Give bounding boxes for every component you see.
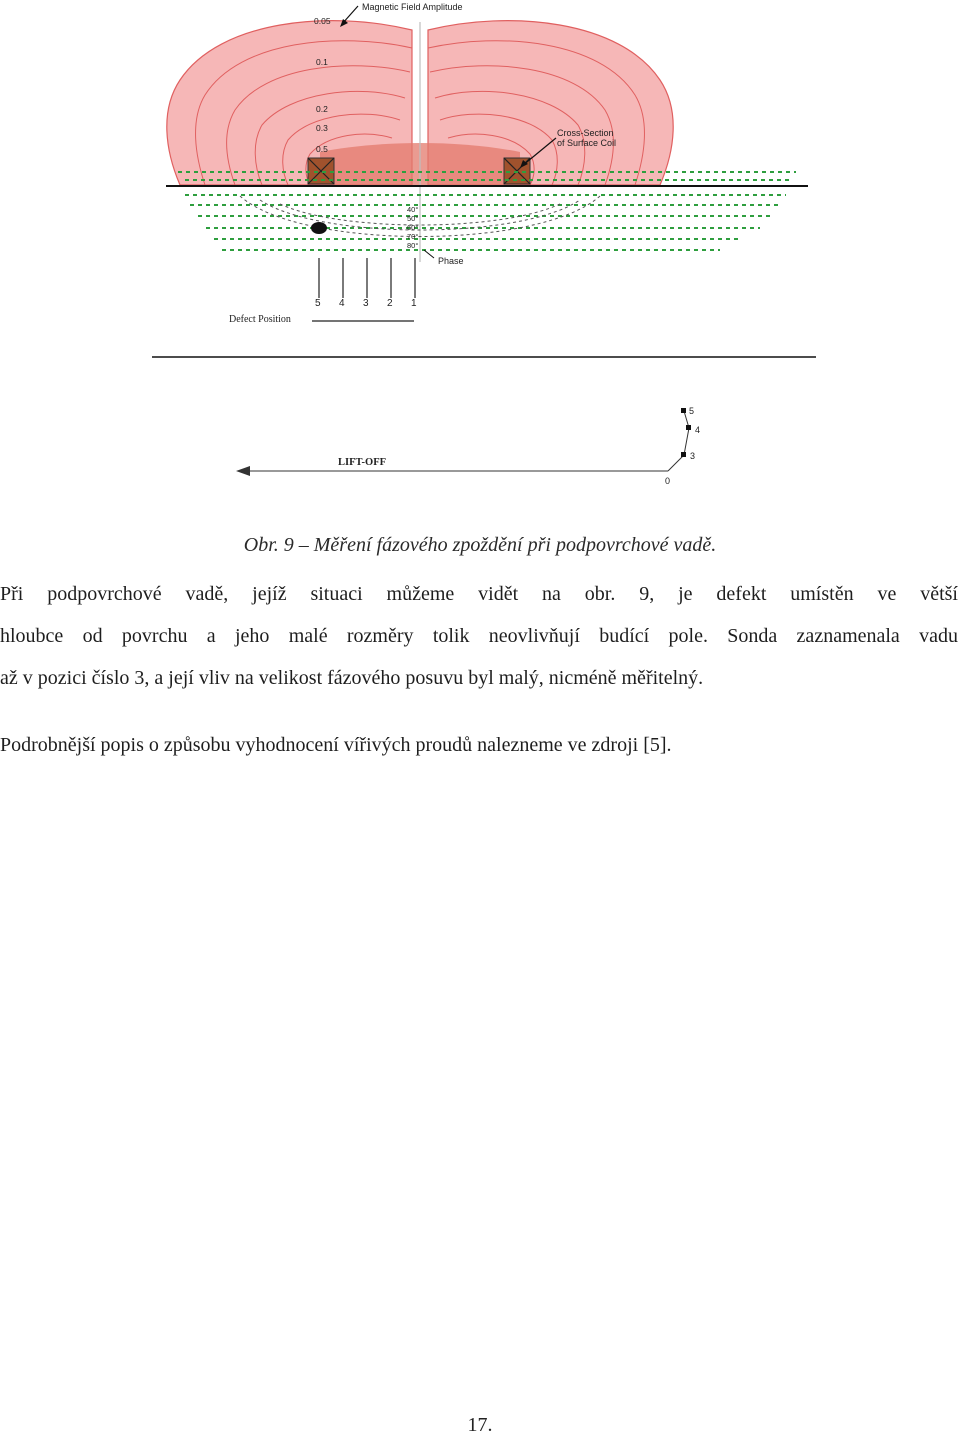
trace-label-3: 3 [690,451,696,461]
phase-value-40: 40° [407,205,419,214]
defect-position-2: 2 [387,298,393,309]
contour-value-02: 0.2 [316,104,328,114]
contour-value-05: 0.5 [316,144,328,154]
defect-position-1: 1 [411,298,417,309]
paragraph-line: Podrobnější popis o způsobu vyhodnocení vířivých proudů nalezneme ve zdroji [5]. [0,734,672,756]
phase-value-80: 80° [407,241,419,250]
cross-section-label-line1: Cross-Section [557,128,614,138]
contour-value-03: 0.3 [316,123,328,133]
defect-position-lines [312,258,415,321]
defect-position-5: 5 [315,298,321,309]
liftoff-plot [236,406,700,486]
defect-position-4: 4 [339,298,345,309]
defect-trace [668,411,689,471]
eddy-current-figure [0,0,960,500]
amplitude-label: Magnetic Field Amplitude [362,2,463,12]
trace-origin-label: 0 [665,476,671,486]
contour-value-01: 0.1 [316,57,328,67]
phase-arrow [424,250,434,258]
defect-position-label: Defect Position [229,314,291,325]
phase-label: Phase [438,256,464,266]
defect-marker [311,222,327,234]
paragraph-defect-description [0,573,958,699]
paragraph-reference [0,724,958,766]
paragraph-line: Při podpovrchové vadě, jejíž situaci můžeme vidět na obr. 9, je defekt umístěn ve větší [0,583,958,605]
liftoff-arrow-head [236,466,250,476]
defect-position-3: 3 [363,298,369,309]
liftoff-label: LIFT-OFF [338,457,387,468]
phase-value-60: 60° [407,223,419,232]
phase-value-50: 50° [407,214,419,223]
paragraph-line: hloubce od povrchu a jeho malé rozměry tolik neovlivňují budící pole. Sonda zaznamenala vadu [0,625,958,647]
paragraph-line: až v pozici číslo 3, a její vliv na velikost fázového posuvu byl malý, nicméně měřitelný. [0,667,704,689]
phase-value-70: 70° [407,232,419,241]
page-number: 17. [467,1414,493,1436]
trace-label-5: 5 [689,406,695,416]
cross-section-label-line2: of Surface Coil [557,138,617,148]
contour-value-005: 0.05 [314,16,331,26]
figure-caption: Obr. 9 – Měření fázového zpoždění při podpovrchové vadě. [243,534,717,556]
trace-label-4: 4 [695,425,701,435]
